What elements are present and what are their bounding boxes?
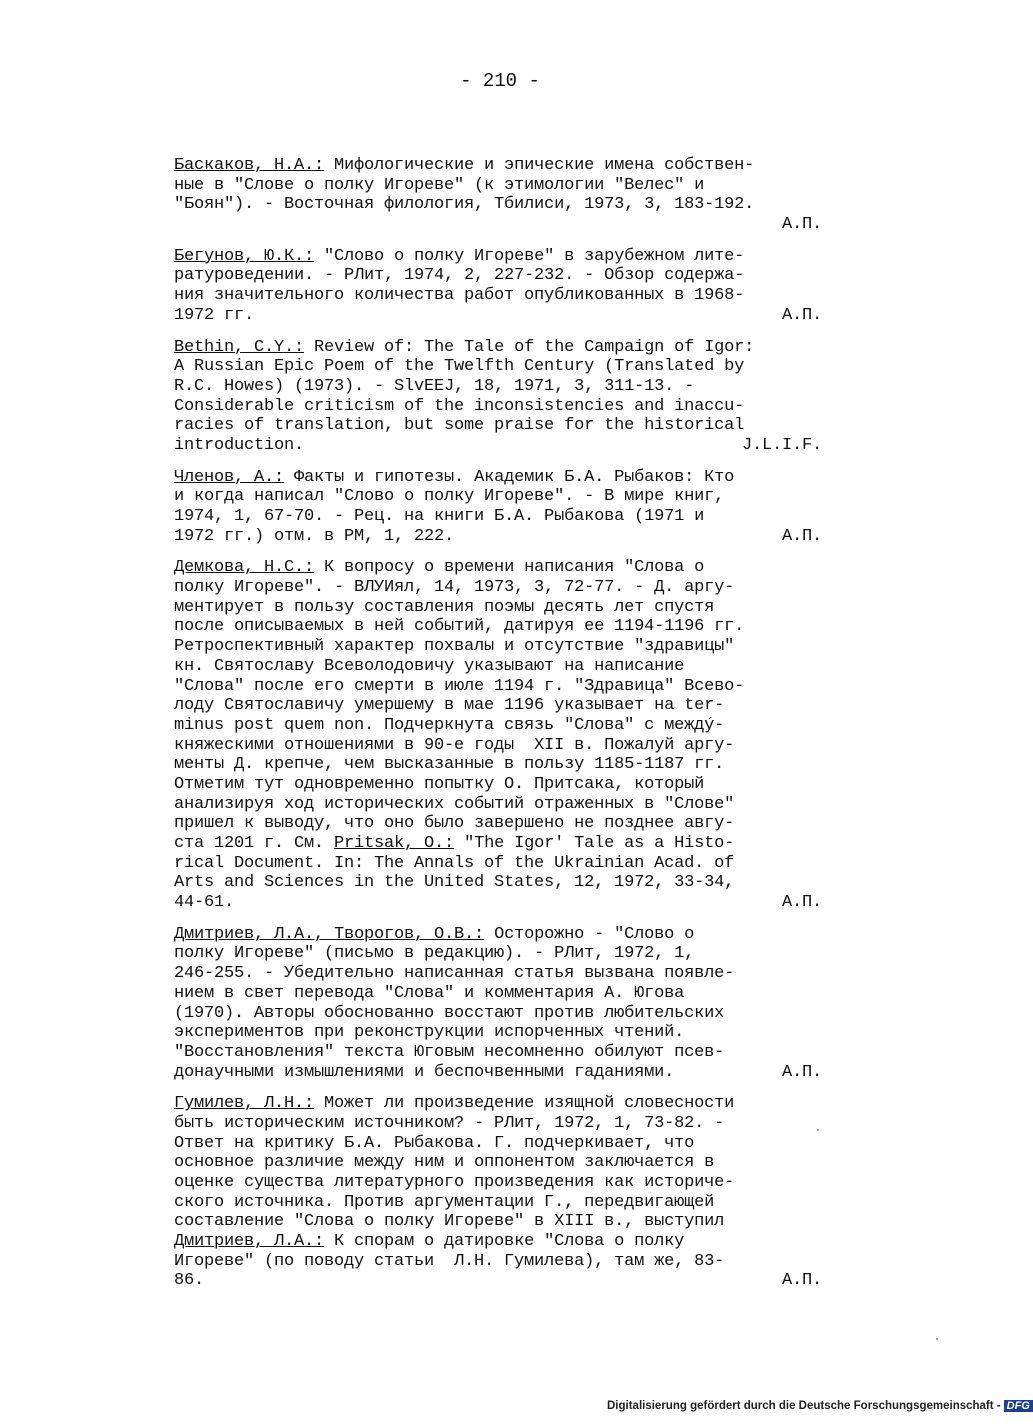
- bibliography-entry: [174, 558, 844, 912]
- entry-author: Членов, А.:: [174, 467, 285, 487]
- entry-text: быть историческим источником? - РЛит, 1972, 1, 73-82. -: [174, 1113, 725, 1133]
- entry-author: Гумилев, Л.Н.:: [174, 1094, 315, 1114]
- entry-text: княжескими отношениями в 90-е годы XII в. Пожалуй аргу-: [174, 735, 735, 755]
- entry-text: Осторожно - "Слово о: [484, 924, 695, 944]
- entry-text: "Слова" после его смерти в июле 1194 г. "Здравица" Всево-: [174, 676, 745, 696]
- entry-text: Отметим тут одновременно попытку О. Притсака, который: [174, 774, 705, 794]
- entry-text: R.C. Howes) (1973). - SlvEEJ, 18, 1971, 3, 311-13. -: [174, 376, 695, 396]
- bibliography-entry: [174, 1094, 844, 1291]
- entry-text: ста 1201 г. См.: [174, 834, 335, 853]
- entry-text: менты Д. крепче, чем высказанные в пользу 1185-1187 гг.: [174, 755, 725, 775]
- entry-text: анализируя ход исторических событий отраженных в "Слове": [174, 794, 735, 814]
- entry-text: Может ли произведение изящной словесности: [314, 1094, 735, 1114]
- entry-text: Review of: The Tale of the Campaign of Igor:: [304, 337, 755, 357]
- reviewer-signature: J.L.I.F.: [741, 435, 822, 455]
- entry-text: Мифологические и эпические имена собствен-: [324, 156, 755, 175]
- entry-text: 1974, 1, 67-70. - Рец. на книги Б.А. Рыбакова (1971 и: [174, 507, 705, 526]
- scan-speck: [936, 1338, 938, 1340]
- entry-text: лоду Святославичу умершему в мае 1196 указывает на ter-: [174, 696, 725, 716]
- entry-text: К спорам о датировке "Слова о полку: [324, 1232, 685, 1252]
- entry-text: Ответ на критику Б.А. Рыбакова. Г. подчеркивает, что: [174, 1133, 695, 1153]
- cited-author: Дмитриев, Л.А.:: [174, 1232, 325, 1252]
- entry-text: Ретроспективный характер похвалы и отсутствие "здравицы": [174, 637, 735, 657]
- digitization-footer: [607, 1400, 1033, 1412]
- dfg-logo: DFG: [1004, 1400, 1033, 1412]
- footer-text: Digitalisierung gefördert durch die Deutsche Forschungsgemeinschaft -: [607, 1400, 1001, 1412]
- entry-text: ния значительного количества работ опубликованных в 1968-: [174, 286, 745, 306]
- entry-text: Факты и гипотезы. Академик Б.А. Рыбаков: Кто: [284, 467, 735, 487]
- entry-text: "The Igor' Tale as a Histo-: [454, 834, 735, 853]
- entry-text: 1972 гг.: [174, 305, 255, 325]
- entry-text: полку Игореве" (письмо в редакцию). - РЛит, 1972, 1,: [174, 944, 695, 964]
- reviewer-signature: А.П.: [781, 1271, 822, 1291]
- entry-text: "Восстановления" текста Юговым несомненно обилуют псев-: [174, 1042, 725, 1062]
- entry-text: minus post quem non. Подчеркнута связь "Слова" с междý-: [174, 715, 725, 735]
- entry-text: нием в свет перевода "Слова" и комментария А. Югова: [174, 983, 685, 1003]
- entry-text: и когда написал "Слово о полку Игореве". - В мире книг,: [174, 487, 725, 507]
- entry-author: Дмитриев, Л.А., Творогов, О.В.:: [174, 924, 485, 944]
- entry-text: кн. Святославу Всеволодовичу указывают на написание: [174, 656, 685, 676]
- entry-text: Игореве" (по поводу статьи Л.Н. Гумилева), там же, 83-: [174, 1251, 725, 1271]
- bibliography-entry: [174, 156, 844, 235]
- entry-text: rical Document. In: The Annals of the Ukrainian Acad. of: [174, 853, 735, 873]
- entry-author: Бегунов, Ю.К.:: [174, 246, 315, 266]
- reviewer-signature: А.П.: [781, 305, 822, 325]
- entry-text: полку Игореве". - ВЛУИял, 14, 1973, 3, 72-77. - Д. аргу-: [174, 578, 735, 598]
- entry-text: introduction.: [174, 435, 305, 455]
- reviewer-signature: А.П.: [781, 215, 822, 235]
- entry-text: 1972 гг.) отм. в РМ, 1, 222.: [174, 526, 455, 546]
- entry-text: 86.: [174, 1271, 205, 1291]
- entry-text: оценке существа литературного произведения как историче-: [174, 1173, 735, 1192]
- bibliography-entry: [174, 468, 844, 547]
- entry-text: К вопросу о времени написания "Слова о: [314, 558, 705, 578]
- scan-speck: [817, 1129, 819, 1131]
- entry-text: A Russian Epic Poem of the Twelfth Century (Translated by: [174, 357, 745, 377]
- entry-author: Bethin, C.Y.:: [174, 337, 305, 357]
- entry-text: "Слово о полку Игореве" в зарубежном лите-: [314, 246, 745, 266]
- entry-text: Considerable criticism of the inconsistencies and inaccu-: [174, 396, 745, 416]
- entry-text: ные в "Слове о полку Игореве" (к этимологии "Велес" и: [174, 175, 705, 195]
- page-number: - 210 -: [460, 70, 540, 92]
- reviewer-signature: А.П.: [781, 526, 822, 546]
- entry-text: после описываемых в ней событий, датируя ее 1194-1196 гг.: [174, 617, 745, 637]
- entry-text: основное различие между ним и оппонентом заключается в: [174, 1153, 715, 1173]
- entry-text: Arts and Sciences in the United States, 12, 1972, 33-34,: [174, 873, 735, 893]
- entry-text: донаучными измышлениями и беспочвенными гаданиями.: [174, 1062, 675, 1082]
- entry-text: ментирует в пользу составления поэмы десять лет спустя: [174, 597, 715, 617]
- reviewer-signature: А.П.: [781, 1062, 822, 1082]
- bibliography-entry: [174, 247, 844, 326]
- entry-text: экспериментов при реконструкции испорченных чтений.: [174, 1023, 685, 1043]
- reviewer-signature: А.П.: [781, 893, 822, 913]
- entry-text: составление "Слова о полку Игореве" в XIII в., выступил: [174, 1212, 725, 1232]
- entry-text: (1970). Авторы обоснованно восстают против любительских: [174, 1003, 725, 1023]
- bibliography-list: [174, 156, 844, 1303]
- entry-text: пришел к выводу, что оно было завершено не позднее авгу-: [174, 814, 735, 834]
- bibliography-entry: [174, 338, 844, 456]
- entry-text: 44-61.: [174, 893, 235, 913]
- entry-author: Демкова, Н.С.:: [174, 558, 315, 578]
- entry-text: ратуроведении. - РЛит, 1974, 2, 227-232. - Обзор содержа-: [174, 266, 745, 286]
- entry-text: ского источника. Против аргументации Г., передвигающей: [174, 1192, 715, 1212]
- entry-text: 246-255. - Убедительно написанная статья вызвана появле-: [174, 964, 735, 984]
- cited-author: Pritsak, O.:: [334, 834, 455, 853]
- bibliography-entry: [174, 925, 844, 1083]
- entry-text: racies of translation, but some praise for the historical: [174, 416, 745, 436]
- entry-author: Баскаков, Н.А.:: [174, 156, 325, 175]
- entry-text: "Боян"). - Восточная филология, Тбилиси, 1973, 3, 183-192.: [174, 195, 755, 215]
